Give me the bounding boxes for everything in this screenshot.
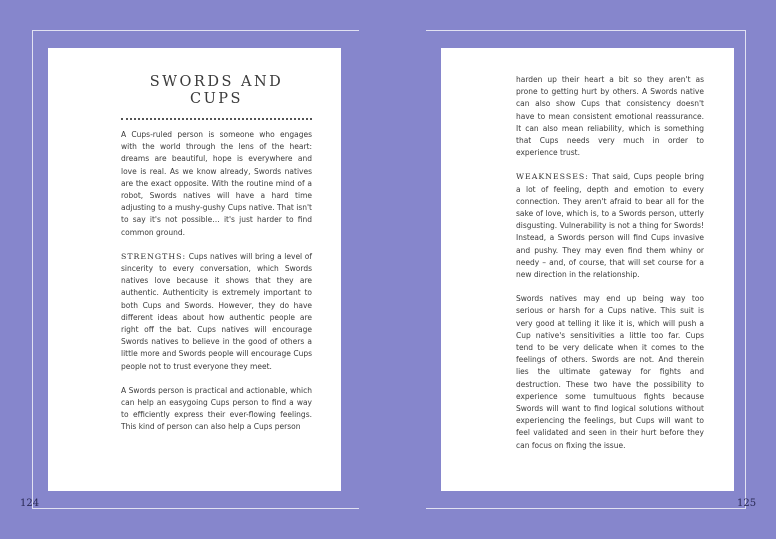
strengths-heading: STRENGTHS:	[121, 251, 187, 261]
paragraph-weaknesses	[516, 171, 704, 281]
chapter-title-line2: CUPS	[189, 91, 243, 107]
paragraph: A Swords person is practical and actionable, which can help an easygoing Cups person to find a way to efficiently express their ever-flowing feelings. This kind of person can also help a Cups person	[121, 385, 312, 432]
paragraph: harden up their heart a bit so they aren't as prone to getting hurt by others. A Swords native can also show Cups that consistency doesn't have to mean consistent emotional reassurance. It can also mean reliability, which is something that Cups needs very much in order to experience trust.	[516, 75, 704, 158]
page-number-right: 125	[737, 498, 757, 509]
paragraph: A Cups-ruled person is someone who engages with the world through the lens of the heart: dreams are beautiful, hope is everywhere and love is real. As we know already, Swords natives are the exact opposite. With the routine mind of a robot, Swords natives will have a hard time adjusting to a mushy-gushy Cups native. That isn't to say it's not possible… it's just harder to find common ground.	[121, 130, 312, 237]
left-page	[48, 48, 341, 491]
paragraph-strengths	[121, 251, 312, 373]
dotted-divider	[121, 118, 312, 120]
weaknesses-heading: WEAKNESSES:	[516, 172, 589, 182]
chapter-title	[121, 74, 312, 108]
chapter-title-line1: SWORDS AND	[149, 74, 284, 90]
right-page	[441, 48, 734, 491]
weaknesses-text: That said, Cups people bring a lot of feeling, depth and emotion to every connection. They aren't afraid to bear all for the sake of love, which is, to a Swords person, utterly disgusting. Vulnerability is not a thing for Swords! Instead, a Swords person will find Cups invasive and pushy. They may even find them whiny or needy – and, of course, that will set course for a new direction in the relationship.	[516, 172, 704, 280]
page-number-left: 124	[20, 498, 40, 509]
strengths-text: Cups natives will bring a level of sincerity to every conversation, which Swords natives love because it shows that they are authentic. Authenticity is extremely important to both Cups and Swords. However, they do have different ideas about how authentic people are right off the bat. Cups natives will encourage Swords natives to believe in the good of others a little more and Swords people will encourage Cups people not to trust everyone they meet.	[121, 251, 312, 371]
paragraph: Swords natives may end up being way too serious or harsh for a Cups native. This suit is very good at telling it like it is, which will push a Cup native's sensitivities a little too far. Cups tend to be very delicate when it comes to the feelings of others. Swords are not. And therein lies the ultimate gateway for fights and destruction. These two have the possibility to experience some tumultuous fights because Swords will want to find logical solutions without experiencing the feelings, but Cups will want to feel validated and seen in their hurt before they can focus on fixing the issue.	[516, 294, 704, 450]
